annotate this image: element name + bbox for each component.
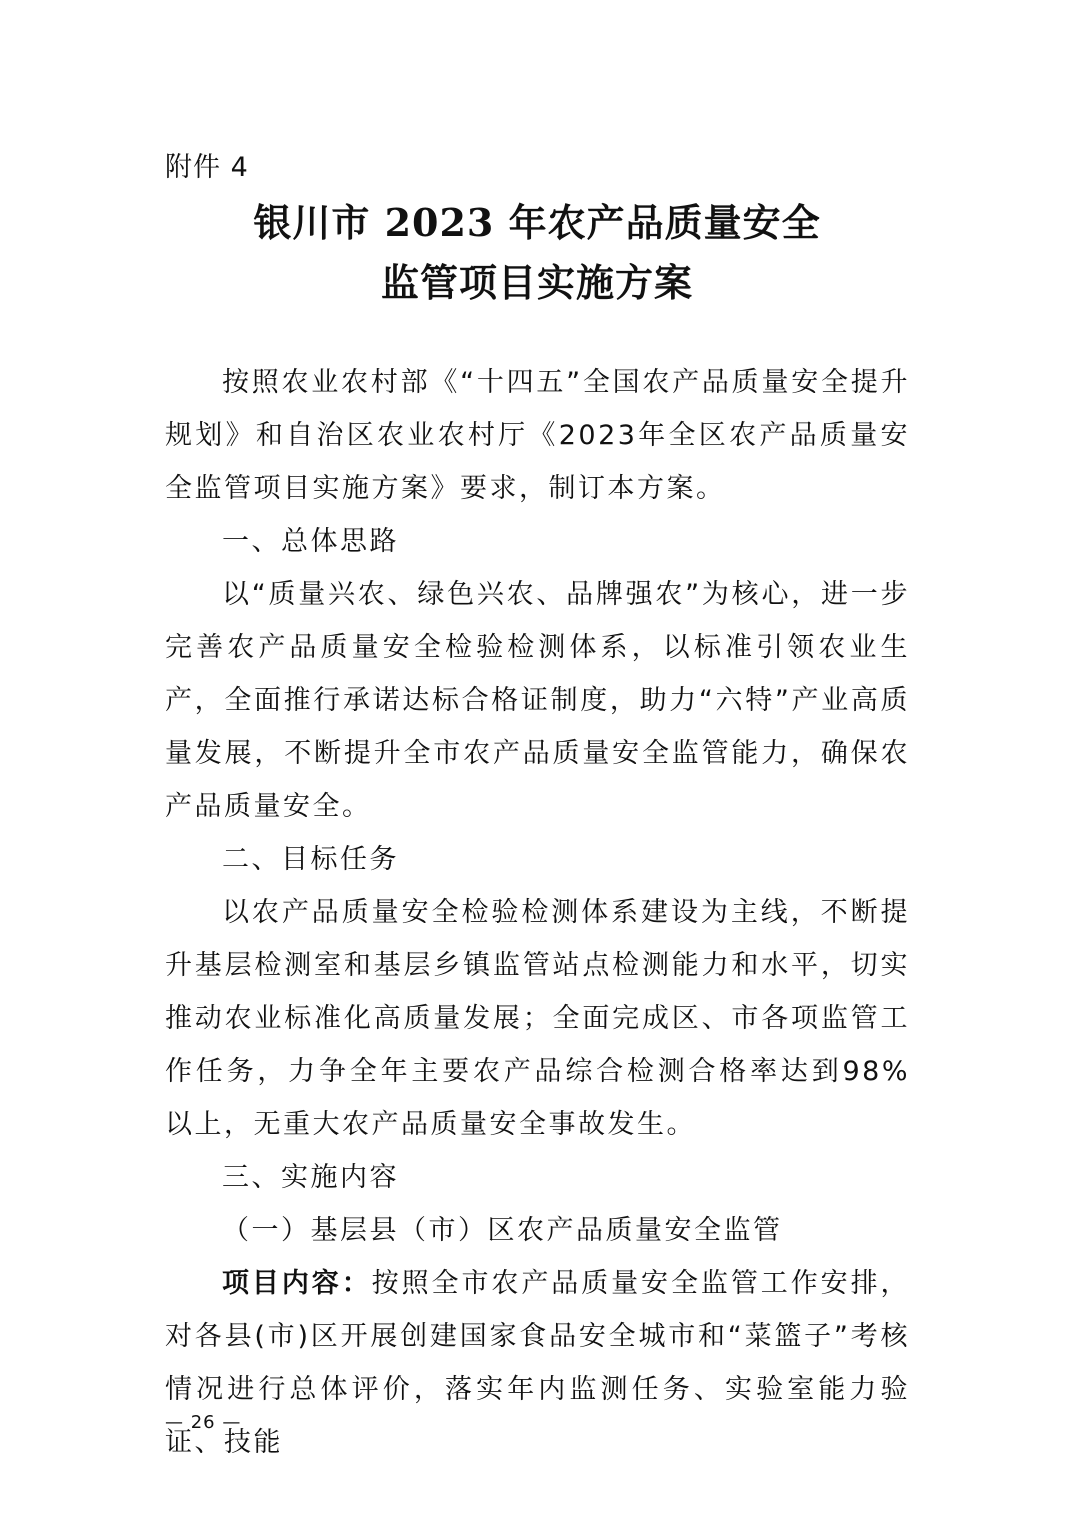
project-content-label: 项目内容： bbox=[222, 1268, 372, 1299]
sub-heading-1: （一）基层县（市）区农产品质量安全监管 bbox=[222, 1215, 783, 1246]
document-body bbox=[165, 356, 910, 1469]
project-content-text: 按照全市农产品质量安全监管工作安排，对各县(市)区开展创建国家食品安全城市和“菜篮子”考核情况进行总体评价，落实年内监测任务、实验室能力验证、技能 bbox=[165, 1268, 911, 1458]
intro-paragraph: 按照农业农村部《“十四五”全国农产品质量安全提升规划》和自治区农业农村厅《2023年全区农产品质量安全监管项目实施方案》要求，制订本方案。 bbox=[165, 367, 910, 504]
section-heading-1: 一、总体思路 bbox=[222, 526, 399, 557]
section-heading-2: 二、目标任务 bbox=[222, 844, 399, 875]
document-title-line-2: 监管项目实施方案 bbox=[380, 260, 693, 305]
document-title-line-1: 银川市 2023 年农产品质量安全 bbox=[253, 200, 821, 245]
section-heading-3: 三、实施内容 bbox=[222, 1162, 399, 1193]
paragraph-overall-approach: 以“质量兴农、绿色兴农、品牌强农”为核心，进一步完善农产品质量安全检验检测体系，以标准引领农业生产，全面推行承诺达标合格证制度，助力“六特”产业高质量发展，不断提升全市农产品质量安全监管能力，确保农产品质量安全。 bbox=[165, 579, 910, 822]
paragraph-goals: 以农产品质量安全检验检测体系建设为主线，不断提升基层检测室和基层乡镇监管站点检测能力和水平，切实推动农业标准化高质量发展；全面完成区、市各项监管工作任务，力争全年主要农产品综合检测合格率达到98%以上，无重大农产品质量安全事故发生。 bbox=[165, 897, 910, 1140]
page-number: — 26 — bbox=[165, 1412, 242, 1433]
attachment-label: 附件 4 bbox=[165, 152, 249, 183]
paragraph-project-content bbox=[165, 1257, 910, 1469]
